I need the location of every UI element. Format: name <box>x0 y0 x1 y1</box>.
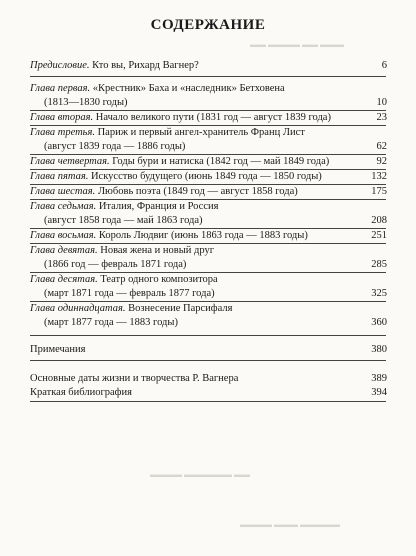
toc-entry-dates-of-life <box>30 373 390 385</box>
divider <box>30 110 386 111</box>
divider <box>30 199 386 200</box>
toc-entry-text: Краткая библиография <box>30 387 132 398</box>
toc-entry-text: Король Людвиг (июнь 1863 года — 1883 годы) <box>98 230 308 241</box>
divider <box>30 125 386 126</box>
divider <box>30 360 386 361</box>
toc-entry-text: Кто вы, Рихард Вагнер? <box>92 60 199 71</box>
toc-entry-chapter <box>30 127 390 139</box>
toc-entry-chapter <box>30 186 390 198</box>
toc-entry-chapter <box>30 201 390 213</box>
toc-entry-text: Начало великого пути (1831 год — август 1839 года) <box>95 112 331 123</box>
toc-entry-label: Глава третья. <box>30 127 95 138</box>
toc-page-number: 92 <box>376 156 387 167</box>
toc-entry-dates: (март 1871 года — февраль 1877 года) <box>44 288 215 299</box>
toc-entry-text: Годы бури и натиска (1842 год — май 1849 года) <box>112 156 330 167</box>
toc-entry-dates: (август 1839 года — 1886 годы) <box>44 141 186 152</box>
toc-page-number: 360 <box>371 317 387 328</box>
toc-page-number: 6 <box>381 60 387 71</box>
toc-entry-chapter <box>30 83 390 95</box>
toc-entry-label: Глава пятая. <box>30 171 89 182</box>
toc-entry-label: Глава четвертая. <box>30 156 110 167</box>
toc-page-number: 251 <box>371 230 387 241</box>
toc-entry-chapter <box>30 230 390 242</box>
toc-entry-text: Любовь поэта (1849 год — август 1858 года) <box>97 186 298 197</box>
divider <box>30 272 386 273</box>
toc-entry-label: Глава первая. <box>30 83 91 94</box>
toc-entry-bibliography <box>30 387 390 399</box>
toc-entry-dates: (1813—1830 годы) <box>44 97 128 108</box>
toc-page-number: 208 <box>371 215 387 226</box>
toc-page-number: 175 <box>371 186 387 197</box>
toc-entry-text: Париж и первый ангел-хранитель Франц Лист <box>97 127 305 138</box>
toc-entry-text: Театр одного композитора <box>100 274 218 285</box>
divider <box>30 154 386 155</box>
toc-entry-label: Предисловие. <box>30 60 90 71</box>
toc-entry-chapter <box>30 156 390 168</box>
toc-entry-preface <box>30 60 390 72</box>
toc-entry-notes <box>30 344 390 356</box>
toc-page-number: 325 <box>371 288 387 299</box>
toc-entry-text: Примечания <box>30 344 86 355</box>
toc-entry-chapter <box>30 112 390 124</box>
toc-entry-chapter <box>30 274 390 286</box>
divider <box>30 401 386 402</box>
divider <box>30 243 386 244</box>
toc-entry-label: Глава девятая. <box>30 245 98 256</box>
toc-entry-text: Искусство будущего (июнь 1849 года — 1850 годы) <box>90 171 322 182</box>
toc-entry-label: Глава восьмая. <box>30 230 97 241</box>
divider <box>30 228 386 229</box>
toc-page-number: 380 <box>371 344 387 355</box>
toc-page-number: 285 <box>371 259 387 270</box>
toc-entry-dates: (август 1858 года — май 1863 года) <box>44 215 203 226</box>
page-title: СОДЕРЖАНИЕ <box>150 17 266 33</box>
divider <box>30 184 386 185</box>
divider <box>30 76 386 77</box>
toc-entry-label: Глава одиннадцатая. <box>30 303 126 314</box>
toc-entry-chapter <box>30 303 390 315</box>
toc-entry-chapter <box>30 171 390 183</box>
toc-entry-text: Основные даты жизни и творчества Р. Вагнера <box>30 373 239 384</box>
toc-entry-text: «Крестник» Баха и «наследник» Бетховена <box>92 83 285 94</box>
toc-entry-label: Глава седьмая. <box>30 201 97 212</box>
toc-page-number: 62 <box>376 141 387 152</box>
toc-entry-text: Вознесение Парсифаля <box>128 303 233 314</box>
toc-entry-dates: (март 1877 года — 1883 годы) <box>44 317 178 328</box>
toc-entry-text: Италия, Франция и Россия <box>98 201 219 212</box>
divider <box>30 169 386 170</box>
bleed-through-text: ▬▬ ▬▬▬▬ ▬▬ ▬▬▬ <box>250 40 344 49</box>
toc-page-number: 132 <box>371 171 387 182</box>
bleed-through-text: ▬▬▬▬ ▬▬▬ ▬▬▬▬▬ <box>240 520 340 529</box>
toc-page-number: 389 <box>371 373 387 384</box>
toc-entry-label: Глава вторая. <box>30 112 94 123</box>
bleed-through-text: ▬▬▬▬ ▬▬▬▬▬▬ ▬▬ <box>150 470 250 479</box>
divider <box>30 301 386 302</box>
toc-entry-dates: (1866 год — февраль 1871 года) <box>44 259 187 270</box>
toc-entry-label: Глава шестая. <box>30 186 96 197</box>
toc-entry-text: Новая жена и новый друг <box>100 245 215 256</box>
toc-page-number: 23 <box>376 112 387 123</box>
toc-page-number: 10 <box>376 97 387 108</box>
toc-page-number: 394 <box>371 387 387 398</box>
toc-entry-label: Глава десятая. <box>30 274 98 285</box>
toc-entry-chapter <box>30 245 390 257</box>
divider <box>30 335 386 336</box>
